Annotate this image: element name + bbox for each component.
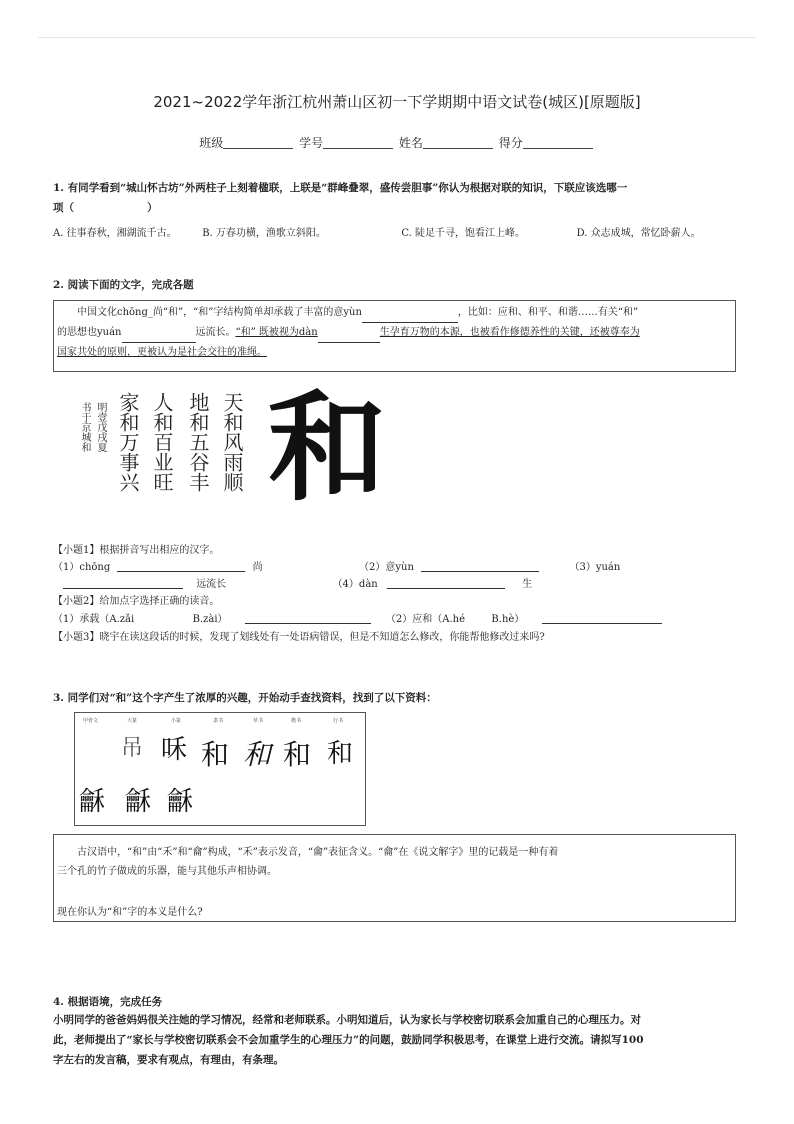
field-label-name: 姓名 [398, 136, 423, 150]
q4-line-2: 此，老师提出了“家长与学校密切联系会不会加重学生的心理压力”的问题，鼓励同学积极思考，在课堂上进行交流。请拟写100 [53, 1034, 644, 1046]
sub1-a-after: 尚 [252, 562, 263, 573]
q2-passage-box [53, 300, 736, 372]
script-form-4: 和 [243, 738, 272, 771]
q1-option-a[interactable]: A. 往事春秋，湘湖流千古。 [53, 228, 177, 239]
table-head-xiaozhuan: 小篆 [171, 718, 182, 724]
q3-passage-box [53, 834, 736, 922]
table-head-kaishu: 楷书 [291, 718, 302, 724]
class-blank[interactable] [223, 136, 293, 149]
table-head-oracle: 甲骨文 [83, 718, 99, 724]
q3-passage-line2: 三个孔的竹子做成的乐器，能与其他乐声相协调。 [57, 866, 277, 877]
calligraphy-col-6: 书于京城和 [79, 402, 90, 452]
sub1-head: 【小题1】根据拼音写出相应的汉字。 [53, 545, 220, 556]
q3-passage-line1: 古汉语中，“和”由“禾”和“龠”构成，“禾”表示发音，“龠”表征含义。“龠”在《说文解字》里的记载是一种有着 [77, 847, 559, 858]
calligraphy-col-1: 天和风雨顺 [220, 392, 244, 492]
q1-options [53, 224, 753, 239]
q4-line-1: 小明同学的爸爸妈妈很关注她的学习情况，经常和老师联系。小明知道后，认为家长与学校密切联系会加重自己的心理压力。对 [53, 1014, 641, 1026]
q1-stem [53, 178, 743, 218]
passage-blank-yuan[interactable] [122, 323, 196, 343]
header-rule [38, 37, 756, 38]
passage-text-4: 远流长。 [195, 327, 236, 338]
q1-option-c[interactable]: C. 陡足千寻，饱看江上峰。 [401, 228, 526, 239]
passage-text-5: “和” 既被视为dàn [235, 327, 318, 338]
page-title: 2021~2022学年浙江杭州萧山区初一下学期期中语文试卷(城区)[原题版] [153, 93, 641, 111]
q1-option-d[interactable]: D. 众志成城，常忆卧薪人。 [576, 228, 701, 239]
sub2-a-label-2: B.zài） [192, 614, 228, 625]
q1-option-b[interactable]: B. 万春功横，渔歌立斜阳。 [202, 228, 326, 239]
sub2-head: 【小题2】给加点字选择正确的读音。 [53, 596, 220, 607]
script-form-2: 咊 [161, 735, 188, 765]
student-info-row [0, 134, 794, 151]
sub2-b-blank[interactable] [542, 612, 662, 624]
calligraphy-col-3: 人和百业旺 [150, 392, 174, 492]
sub1-row-2 [53, 575, 532, 590]
sub1-d-after: 生 [522, 579, 533, 590]
passage-text-1: 中国文化chōng_尚“和”，“和”字结构简单却承载了丰富的意yùn [77, 307, 362, 318]
field-label-number: 学号 [299, 136, 324, 150]
q3-question: 现在你认为“和”字的本义是什么? [57, 907, 203, 918]
sub1-b-blank[interactable] [421, 560, 539, 572]
q4-stem: 4. 根据语境，完成任务 [53, 996, 163, 1008]
sub1-c-after: 远流长 [196, 579, 227, 590]
table-head-xingshu: 行书 [333, 718, 344, 724]
sub1-c-label: （3）yuán [569, 562, 621, 573]
q2-stem: 2. 阅读下面的文字，完成各题 [53, 279, 194, 291]
score-blank[interactable] [523, 136, 593, 149]
q4-body [53, 1010, 743, 1070]
passage-blank-dan[interactable] [318, 323, 380, 343]
sub2-row [53, 610, 662, 625]
sub2-b-label-2: B.hè） [491, 614, 525, 625]
sub2-a-label: （1）承载（A.zǎi [53, 614, 135, 625]
sub2-a-blank[interactable] [245, 612, 371, 624]
passage-text-6: 生孕育万物的本源，也被看作修德养性的关键，还被尊奉为 [379, 327, 640, 338]
sub1-a-blank[interactable] [117, 560, 245, 572]
script-form-6: 和 [327, 739, 354, 769]
q1-stem-line2: 项（ ） [53, 202, 158, 214]
sub1-d-blank[interactable] [387, 577, 505, 589]
calligraphy-col-5: 明壹戊戌夏 [95, 402, 106, 452]
table-head-lishu: 隶书 [213, 718, 224, 724]
number-blank[interactable] [323, 136, 393, 149]
table-head-dazhuan: 大篆 [127, 718, 138, 724]
script-form-5: 和 [283, 738, 312, 771]
q4-line-3: 字左右的发言稿，要求有观点，有理由，有条理。 [53, 1054, 284, 1066]
passage-blank-yun[interactable] [362, 303, 458, 323]
name-blank[interactable] [423, 136, 493, 149]
sub1-c-blank[interactable] [63, 577, 183, 589]
passage-text-7: 国家共处的原则，更被认为是社会交往的准绳。 [57, 347, 267, 358]
sub1-row-1 [53, 558, 620, 573]
field-label-class: 班级 [199, 136, 224, 150]
script-forms-table [74, 712, 366, 826]
passage-text-3: 的思想也yuán [57, 327, 122, 338]
sub1-a-label: （1）chōng [53, 562, 111, 573]
calligraphy-col-2: 地和五谷丰 [186, 392, 210, 492]
calligraphy-big-he: 和 [268, 378, 387, 517]
sub2-b-label: （2）应和（A.hé [385, 614, 466, 625]
script-form-7: 龢 [79, 787, 106, 817]
script-form-9: 龢 [167, 787, 194, 817]
sub1-b-label: （2）意yùn [359, 562, 414, 573]
field-label-score: 得分 [498, 136, 523, 150]
script-form-3: 和 [201, 738, 230, 771]
script-form-8: 龢 [125, 787, 152, 817]
q1-stem-line1: 1. 有同学看到“城山怀古坊”外两柱子上刻着楹联，上联是“群峰叠翠，盛传尝胆事”你认为根据对联的知识，下联应该选哪一 [53, 182, 628, 194]
q3-stem: 3. 同学们对“和”这个字产生了浓厚的兴趣，开始动手查找资料，找到了以下资料： [53, 692, 437, 704]
script-form-1: 吊 [121, 736, 144, 761]
sub1-d-label: （4）dàn [332, 579, 378, 590]
passage-text-2: ，比如：应和、和平、和谐……有关“和” [457, 307, 639, 318]
table-head-caoshu: 草书 [253, 718, 264, 724]
calligraphy-col-4: 家和万事兴 [116, 392, 140, 492]
sub3-question: 【小题3】晓宇在读这段话的时候，发现了划线处有一处语病错误，但是不知道怎么修改，你能帮他修改过来吗? [53, 632, 545, 643]
